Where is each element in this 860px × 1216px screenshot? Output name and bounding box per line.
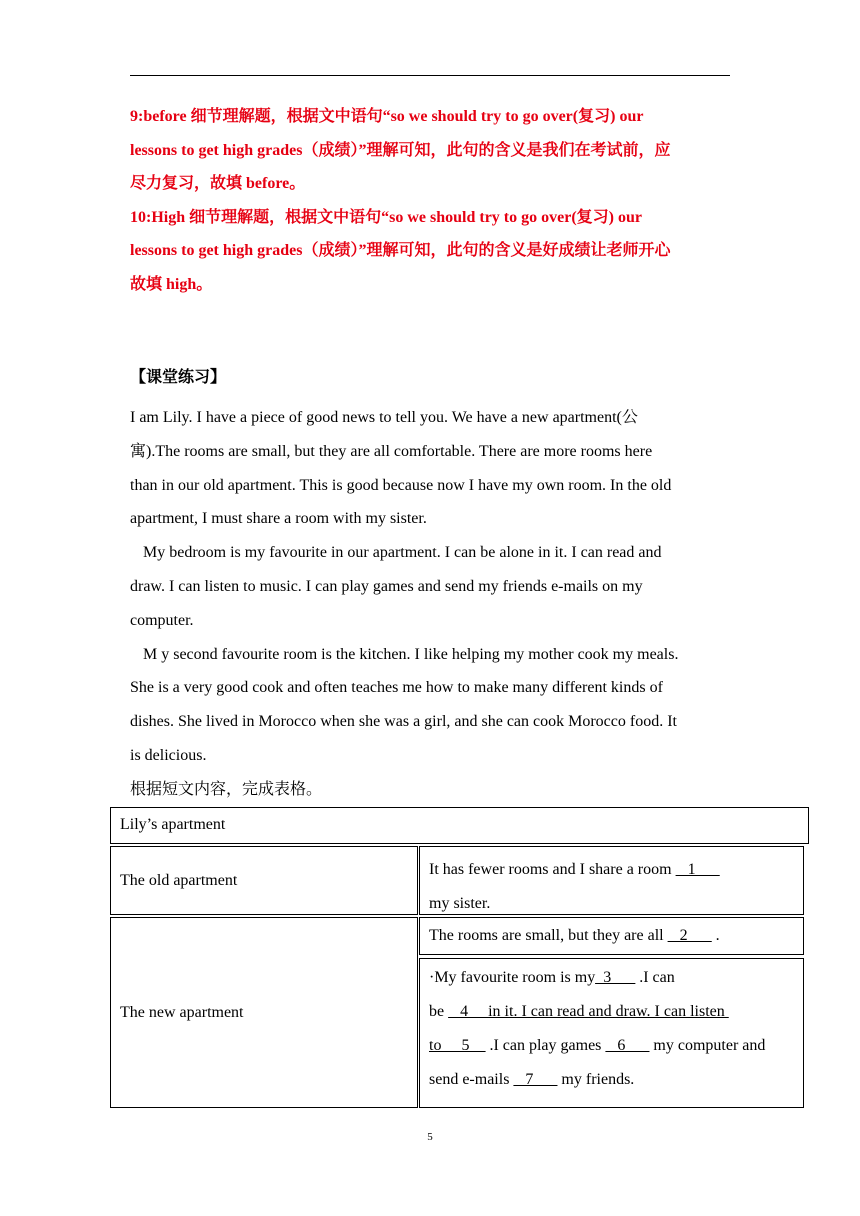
answer-line: 9:before 细节理解题，根据文中语句“so we should try to go over(复习) our <box>130 108 644 125</box>
old-apartment-label-cell <box>110 846 418 915</box>
blank-6[interactable]: _6___ <box>605 1037 650 1054</box>
new-apartment-row1-cell <box>419 917 804 955</box>
new1-end: . <box>711 927 720 944</box>
old-apartment-content-cell <box>419 846 804 915</box>
answer-line: lessons to get high grades（成绩）”理解可知，此句的含义是我们在考试前，应 <box>130 141 671 159</box>
new-apartment-row2-cell <box>419 958 804 1108</box>
new-apartment-label-cell <box>110 917 418 1108</box>
section-title: 【课堂练习】 <box>130 369 227 386</box>
passage-line: She is a very good cook and often teaches me how to make many different kinds of <box>130 679 663 697</box>
page-number: 5 <box>427 1131 433 1143</box>
new2-text: my computer and <box>649 1037 766 1054</box>
passage-line: I am Lily. I have a piece of good news to tell you. We have a new apartment(公 <box>130 409 638 426</box>
passage-line: My bedroom is my favourite in our apartment. I can be alone in it. I can read and <box>143 544 662 562</box>
blank-3[interactable]: _3___ <box>595 969 636 986</box>
old-text-cont: my sister. <box>429 895 491 912</box>
answer-line: 尽力复习，故填 before。 <box>130 175 306 193</box>
reading-passage <box>130 401 740 807</box>
blank-4[interactable]: _4__ in it. I can read and draw. I can listen <box>448 1003 729 1020</box>
answer-line: 10:High 细节理解题，根据文中语句“so we should try to go over(复习) our <box>130 208 642 226</box>
passage-line: dishes. She lived in Morocco when she was a girl, and she can cook Morocco food. It <box>130 713 677 731</box>
instruction: 根据短文内容，完成表格。 <box>130 780 323 798</box>
new2-text: my friends. <box>557 1071 635 1088</box>
blank-2[interactable]: _2___ <box>667 927 712 944</box>
header-rule <box>130 75 730 76</box>
answer-line: 故填 high。 <box>130 275 213 293</box>
passage-line: 寓).The rooms are small, but they are all comfortable. There are more rooms here <box>130 442 653 460</box>
passage-line: computer. <box>130 611 194 629</box>
blank-7[interactable]: _7___ <box>513 1071 558 1088</box>
passage-line: is delicious. <box>130 746 207 764</box>
new-apartment-label: The new apartment <box>120 1003 244 1021</box>
old-text: It has fewer rooms and I share a room <box>429 861 676 878</box>
table-title: Lily’s apartment <box>120 816 226 833</box>
new2-text: .I can play games <box>485 1037 606 1054</box>
table-title-cell <box>110 807 809 844</box>
passage-line: than in our old apartment. This is good because now I have my own room. In the old <box>130 476 672 494</box>
passage-line: draw. I can listen to music. I can play games and send my friends e-mails on my <box>130 577 643 595</box>
passage-line: M y second favourite room is the kitchen. I like helping my mother cook my meals. <box>143 645 679 663</box>
answer-explanations <box>130 100 740 302</box>
passage-line: apartment, I must share a room with my sister. <box>130 510 427 528</box>
new1-text: The rooms are small, but they are all <box>429 927 668 944</box>
blank-1[interactable]: _1___ <box>675 861 720 878</box>
new2-text: .I can <box>635 969 675 986</box>
new2-text: send e-mails <box>429 1071 514 1088</box>
new2-text: ·My favourite room is my <box>429 969 596 986</box>
blank-5[interactable]: to __5__ <box>429 1037 486 1054</box>
old-apartment-label: The old apartment <box>120 871 238 889</box>
new2-text: be <box>429 1003 449 1020</box>
answer-line: lessons to get high grades（成绩）”理解可知，此句的含义是好成绩让老师开心 <box>130 242 671 260</box>
